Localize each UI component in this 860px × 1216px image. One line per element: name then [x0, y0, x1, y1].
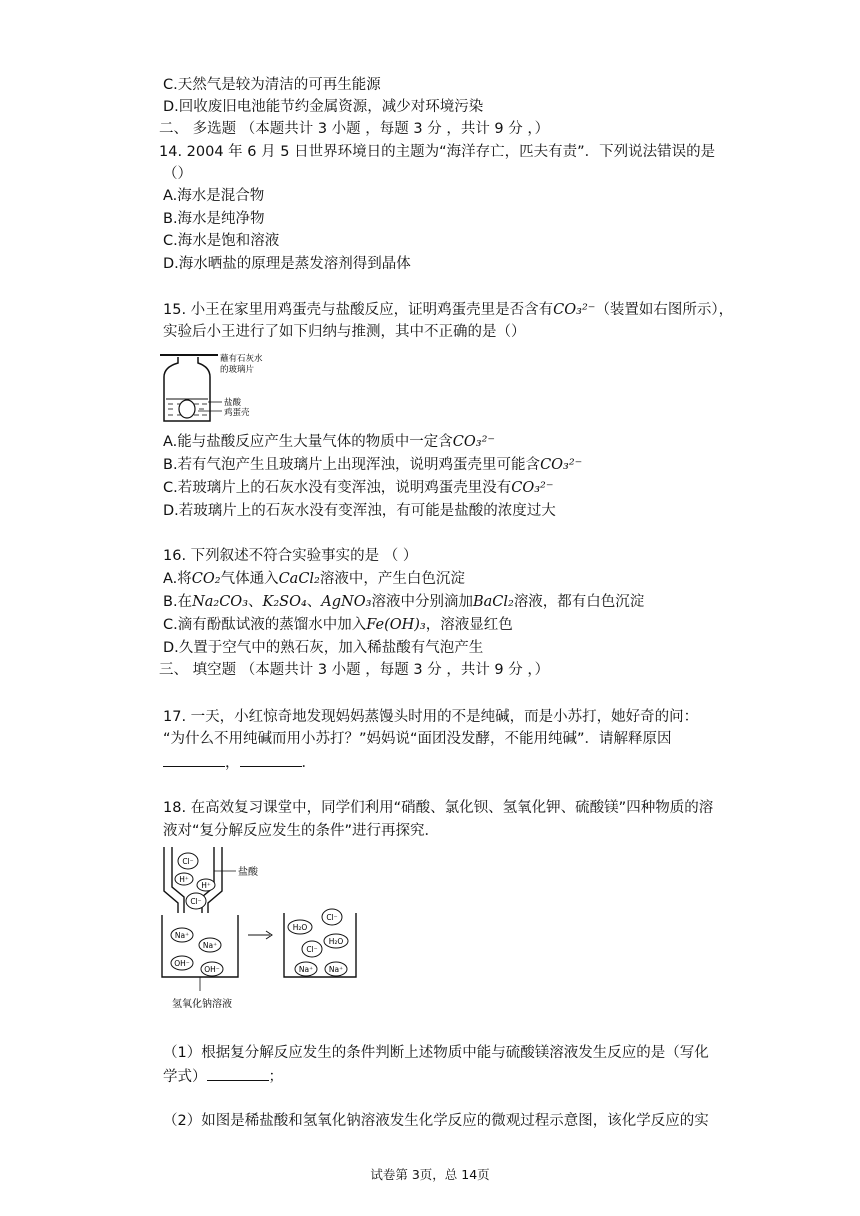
question-18-stem: 18. 在高效复习课堂中，同学们利用“硝酸、氯化钡、氢氧化钾、硫酸镁”四种物质的溶 — [163, 800, 714, 816]
option-15d: D.若玻璃片上的石灰水没有变浑浊，有可能是盐酸的浓度过大 — [163, 503, 556, 519]
option-13d: D.回收废旧电池能节约金属资源，减少对环境污染 — [163, 99, 484, 115]
question-18-stem-2: 液对“复分解反应发生的条件”进行再探究． — [163, 823, 440, 839]
svg-text:Na⁺: Na⁺ — [328, 965, 344, 974]
egg-shell-shape — [179, 400, 195, 418]
question-14-bracket: （） — [163, 166, 192, 182]
option-13c: C.天然气是较为清洁的可再生能源 — [163, 77, 381, 93]
question-18-part-1-answer: 学式） ； — [163, 1066, 283, 1088]
question-16-stem: 16. 下列叙述不符合实验事实的是 （ ） — [163, 548, 418, 564]
question-18-part-2: （2）如图是稀盐酸和氢氧化钠溶液发生化学反应的微观过程示意图，该化学反应的实 — [163, 1113, 709, 1129]
svg-text:H⁺: H⁺ — [179, 875, 189, 884]
option-16c: C.滴有酚酞试液的蒸馏水中加入Fe(OH)₃，溶液显红色 — [163, 617, 513, 633]
label-sodium-hydroxide: 氢氧化钠溶液 — [172, 999, 232, 1010]
option-14b: B.海水是纯净物 — [163, 211, 265, 227]
option-14d: D.海水晒盐的原理是蒸发溶剂得到晶体 — [163, 256, 411, 272]
section-heading-fill-in: 三、 填空题 （本题共计 3 小题 ，每题 3 分 ，共计 9 分 ，） — [159, 662, 550, 678]
answer-blank[interactable] — [207, 1066, 269, 1081]
svg-text:Na⁺: Na⁺ — [202, 941, 218, 950]
svg-text:H₂O: H₂O — [292, 923, 308, 932]
question-17-stem-2: “为什么不用纯碱而用小苏打？”妈妈说“面团没发酵，不能用纯碱”．请解释原因 — [163, 731, 672, 747]
option-16b: B.在Na₂CO₃、K₂SO₄、AgNO₃溶液中分别滴加BaCl₂溶液，都有白色沉淀 — [163, 594, 645, 610]
label-egg-shell: 鸡蛋壳 — [224, 408, 250, 418]
option-16a: A.将CO₂气体通入CaCl₂溶液中，产生白色沉淀 — [163, 571, 465, 587]
question-17-stem: 17. 一天，小红惊奇地发现妈妈蒸馒头时用的不是纯碱，而是小苏打，她好奇的问： — [163, 709, 699, 725]
svg-text:Cl⁻: Cl⁻ — [182, 857, 194, 866]
option-14c: C.海水是饱和溶液 — [163, 233, 280, 249]
question-18-part-1: （1）根据复分解反应发生的条件判断上述物质中能与硫酸镁溶液发生反应的是（写化 — [163, 1045, 709, 1061]
formula-bacl2: BaCl₂ — [472, 594, 514, 610]
svg-text:OH⁻: OH⁻ — [174, 959, 190, 968]
option-15c: C.若玻璃片上的石灰水没有变浑浊，说明鸡蛋壳里没有CO₃²⁻ — [163, 480, 554, 496]
formula-cacl2: CaCl₂ — [278, 571, 320, 587]
question-17-answer-line: ， ． — [163, 752, 316, 774]
svg-text:H₂O: H₂O — [328, 937, 344, 946]
formula-co3: CO₃²⁻ — [540, 457, 583, 473]
formula-agno3: AgNO₃ — [321, 594, 372, 610]
answer-blank[interactable] — [163, 752, 225, 767]
formula-na2co3: Na₂CO₃ — [192, 594, 249, 610]
svg-text:Cl⁻: Cl⁻ — [190, 897, 202, 906]
question-15-stem-2: 实验后小王进行了如下归纳与推测，其中不正确的是（） — [163, 324, 526, 340]
option-16d: D.久置于空气中的熟石灰，加入稀盐酸有气泡产生 — [163, 640, 484, 656]
formula-feoh3: Fe(OH)₃ — [366, 617, 426, 633]
egg-shell-apparatus-figure — [160, 347, 270, 427]
answer-blank[interactable] — [240, 752, 302, 767]
label-glass-plate-1: 蘸有石灰水 — [220, 354, 263, 364]
option-15a: A.能与盐酸反应产生大量气体的物质中一定含CO₃²⁻ — [163, 434, 496, 450]
question-14-stem: 14. 2004 年 6 月 5 日世界环境日的主题为“海洋存亡，匹夫有责”．下列说法错误的是 — [159, 144, 716, 160]
label-glass-plate-2: 的玻璃片 — [220, 365, 255, 375]
formula-co3: CO₃²⁻ — [511, 480, 554, 496]
page-footer: 试卷第 3页，总 14页 — [370, 1167, 490, 1182]
option-14a: A.海水是混合物 — [163, 188, 265, 204]
option-15b: B.若有气泡产生且玻璃片上出现浑浊，说明鸡蛋壳里可能含CO₃²⁻ — [163, 457, 583, 473]
svg-text:Na⁺: Na⁺ — [174, 931, 190, 940]
svg-text:H⁺: H⁺ — [201, 881, 211, 890]
neutralization-micro-diagram — [158, 845, 368, 1017]
svg-text:Cl⁻: Cl⁻ — [326, 913, 338, 922]
formula-co2: CO₂ — [191, 571, 221, 587]
formula-k2so4: K₂SO₄ — [262, 594, 307, 610]
svg-text:Na⁺: Na⁺ — [298, 965, 314, 974]
section-heading-multi-choice: 二、 多选题 （本题共计 3 小题 ，每题 3 分 ，共计 9 分 ，） — [159, 121, 550, 137]
formula-co3: CO₃²⁻ — [553, 302, 596, 318]
label-hydrochloric-acid: 盐酸 — [238, 867, 258, 878]
label-acid: 盐酸 — [224, 398, 242, 408]
formula-co3: CO₃²⁻ — [452, 434, 496, 450]
question-15-stem: 15. 小王在家里用鸡蛋壳与盐酸反应，证明鸡蛋壳里是否含有CO₃²⁻（装置如右图所示）， — [163, 302, 734, 318]
svg-text:Cl⁻: Cl⁻ — [306, 945, 318, 954]
svg-text:OH⁻: OH⁻ — [204, 965, 220, 974]
